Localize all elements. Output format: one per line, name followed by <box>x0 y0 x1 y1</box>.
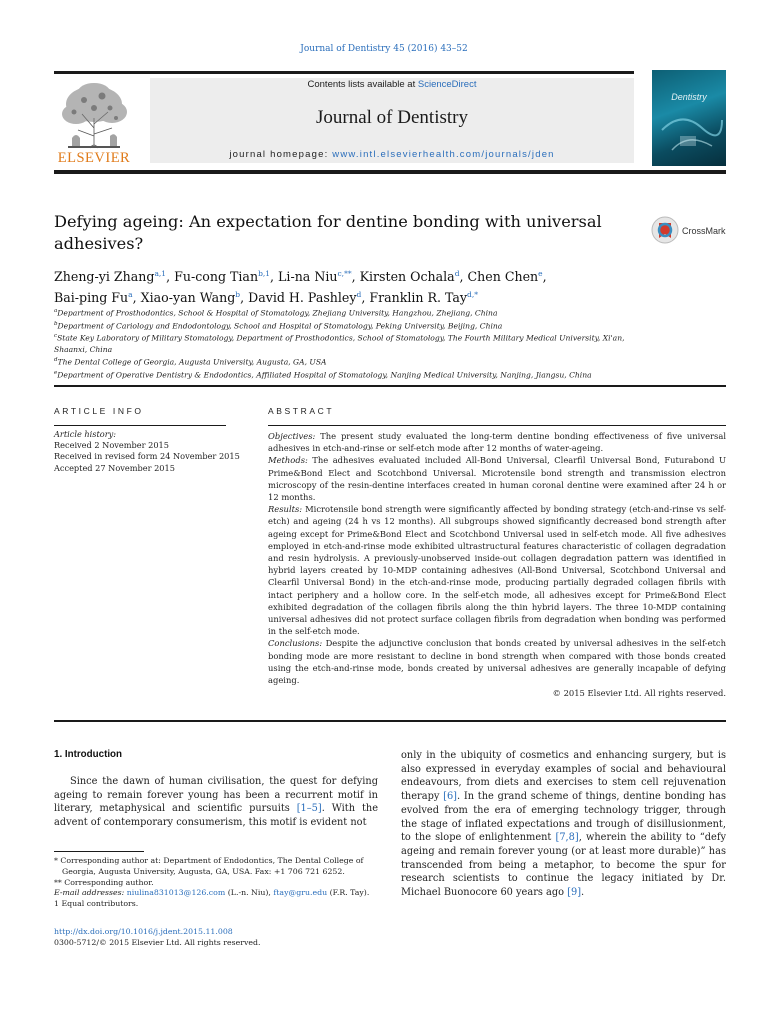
author-list: Zheng-yi Zhang$^{a,1}$, Fu-cong Tian$^{b,1}$, Li-na Niu$^{c,**}$, Kirsten Ochala$^d$, Chen Chen$^e$, Bai-ping Fu$^a$, Xiao-yan Wang$^b$, David H. Pashley$^d$, Franklin R. Tay$^{d,*}$ <box>54 269 547 306</box>
article-title: Defying ageing: An expectation for dentine bonding with universal adhesives? <box>54 212 602 253</box>
email-link[interactable]: ftay@gru.edu <box>273 888 328 898</box>
affiliation: $^a$Department of Prosthodontics, School & Hospital of Stomatology, Zhejiang University, Hangzhou, Zhejiang, China <box>54 308 498 318</box>
abstract-conclusions: Conclusions: Despite the adjunctive conclusion that bonds created by universal adhesives in the self-etch bonding mode are more resistant to decline in bond strength when compared with those bonds created using the etch-and-rinse mode, bonds created by universal adhesives are generally incapable of defying ageing. <box>268 638 726 686</box>
header-rule-top <box>54 71 634 74</box>
article-info-heading: ARTICLE INFO <box>54 406 144 416</box>
footnote-corresponding: * Corresponding author at: Department of Endodontics, The Dental College of Georgia, Augusta University, Augusta, GA, USA. Fax: +1 706 721 6252. <box>54 856 364 876</box>
homepage-prefix: journal homepage: <box>229 149 333 160</box>
reference-link[interactable]: [1–5] <box>296 803 322 815</box>
history-item: Accepted 27 November 2015 <box>54 462 175 473</box>
homepage-link[interactable]: www.intl.elsevierhealth.com/journals/jden <box>332 149 555 160</box>
email-link[interactable]: niulina831013@126.com <box>126 888 226 898</box>
journal-homepage-line <box>150 149 634 160</box>
doi-link[interactable]: http://dx.doi.org/10.1016/j.jdent.2015.11.008 <box>54 927 233 936</box>
abstract-heading: ABSTRACT <box>268 406 335 416</box>
reference-link[interactable]: [7,8] <box>555 832 579 844</box>
author: David H. Pashley$^d$ <box>248 290 362 306</box>
abstract-methods: Methods: The adhesives evaluated included All-Bond Universal, Clearfil Universal Bond, Futurabond U Prime&Bond Elect and Scotchbond Universal. Microtensile bond strength and transmission electron microscopy of the resin-dentine interfaces created in human coronal dentine were examined after 24 h or 12 months. <box>268 455 726 503</box>
abstract-body <box>268 430 726 686</box>
journal-title: Journal of Dentistry <box>316 107 468 128</box>
author: Li-na Niu$^{c,**}$ <box>278 269 352 285</box>
body-column-right: only in the ubiquity of cosmetics and enhancing surgery, but is also expressed in everyday examples of social and behavioural endeavours, from diets and exercises to stem cell rejuvenation therapy [6]. In the grand scheme of things, dentine bonding has evolved from the era of emerging technology trigger, through the stage of inflated expectations and trough of disillusionment, to the slope of enlightenment [7,8], wherein the ability to “defy ageing and remain forever young (or at least more durable)” has transcended from being a metaphor, to become the spur for research scientists to continue the legacy initiated by Dr. Michael Buonocore 60 years ago [9]. <box>401 750 726 899</box>
affiliation: $^e$Department of Operative Dentistry & Endodontics, Affiliated Hospital of Stomatology, Nanjing Medical University, Nanjing, Jiangsu, China <box>54 370 592 380</box>
cover-artwork-icon <box>652 70 726 166</box>
affiliation-list <box>54 306 654 381</box>
crossmark-icon[interactable] <box>651 216 679 244</box>
affiliation: $^b$Department of Cariology and Endodontology, School and Hospital of Stomatology, Peking University, Beijing, China <box>54 320 503 331</box>
contents-available-line <box>150 79 634 90</box>
author: Franklin R. Tay$^{d,*}$ <box>369 290 478 306</box>
reference-link[interactable]: [9] <box>567 887 582 899</box>
reference-link[interactable]: [6] <box>443 791 458 803</box>
author: Zheng-yi Zhang$^{a,1}$ <box>54 269 167 285</box>
header-rule-bottom <box>54 170 726 174</box>
cover-title: Dentistry <box>671 92 707 102</box>
history-item: Received in revised form 24 November 2015 <box>54 451 240 462</box>
author: Chen Chen$^e$ <box>467 269 543 285</box>
author: Xiao-yan Wang$^b$ <box>140 290 241 306</box>
footnote-rule <box>54 851 144 852</box>
publisher-name: ELSEVIER <box>57 150 131 166</box>
footnote-emails: E-mail addresses: niulina831013@126.com (L.-n. Niu), ftay@gru.edu (F.R. Tay). <box>54 888 370 898</box>
crossmark-label[interactable]: CrossMark <box>682 226 726 236</box>
author: Fu-cong Tian$^{b,1}$ <box>174 269 271 285</box>
introduction-heading: 1. Introduction <box>54 749 123 760</box>
footnote-corresponding-2: ** Corresponding author. <box>54 877 154 887</box>
issn-line: 0300-5712/© 2015 Elsevier Ltd. All rights reserved. <box>54 938 261 947</box>
article-history <box>54 429 244 474</box>
author: Bai-ping Fu$^a$ <box>54 290 133 306</box>
section-divider <box>54 385 726 387</box>
abstract-results: Results: Microtensile bond strength were significantly affected by bonding strategy (etch-and-rinse vs self-etch) and ageing (24 h vs 12 months). All subgroups showed significantly decreased bond strength after ageing except for Prime&Bond Elect and Scotchbond Universal used in self-etch mode. All five adhesives employed in etch-and-rinse mode exhibited ultrastructural features characteristic of collagen degradation and resin hydrolysis. A previously-unobserved inside-out collagen degradation pattern was identified in hybrid layers created by 10-MDP containing adhesives (All-Bond Universal, Scotchbond Universal and Clearfil Universal Bond) in the etch-and-rinse mode, producing partially degraded collagen fibrils with intact periphery and a hollow core. In the self-etch mode, all adhesives except for Prime&Bond Elect exhibited degradation of the collagen fibrils along the thin hybrid layers. The three 10-MDP containing universal adhesives did not protect surface collagen fibrils from degradation when bonding was performed in the self-etch mode. <box>268 504 726 637</box>
journal-citation[interactable]: Journal of Dentistry 45 (2016) 43–52 <box>300 44 468 54</box>
section-divider <box>54 720 726 722</box>
abstract-rule <box>268 425 726 426</box>
affiliation: $^c$State Key Laboratory of Military Stomatology, Department of Prosthodontics, School of Stomatology, The Fourth Military Medical University, Xi'an, Shaanxi, China <box>54 333 625 355</box>
history-label: Article history: <box>54 429 116 439</box>
footnote-equal: 1 Equal contributors. <box>54 899 139 909</box>
sciencedirect-link[interactable]: ScienceDirect <box>417 79 477 90</box>
journal-cover-image[interactable] <box>652 70 726 166</box>
article-info-rule <box>54 425 226 426</box>
author: Kirsten Ochala$^d$ <box>359 269 460 285</box>
footnotes <box>54 856 384 910</box>
affiliation: $^d$The Dental College of Georgia, Augusta University, Augusta, GA, USA <box>54 357 327 367</box>
abstract-objectives: Objectives: The present study evaluated the long-term dentine bonding effectiveness of five universal adhesives in etch-and-rinse or self-etch mode after 12 months of water-ageing. <box>268 431 726 454</box>
contents-prefix: Contents lists available at <box>307 79 418 90</box>
abstract-copyright: © 2015 Elsevier Ltd. All rights reserved. <box>552 688 726 698</box>
body-column-left: Since the dawn of human civilisation, the quest for defying ageing to remain forever young has been a recurrent motif in literary, metaphysical and scientific pursuits [1–5]. With the advent of contemporary consumerism, this motif is evident not <box>54 776 379 829</box>
history-item: Received 2 November 2015 <box>54 440 169 451</box>
